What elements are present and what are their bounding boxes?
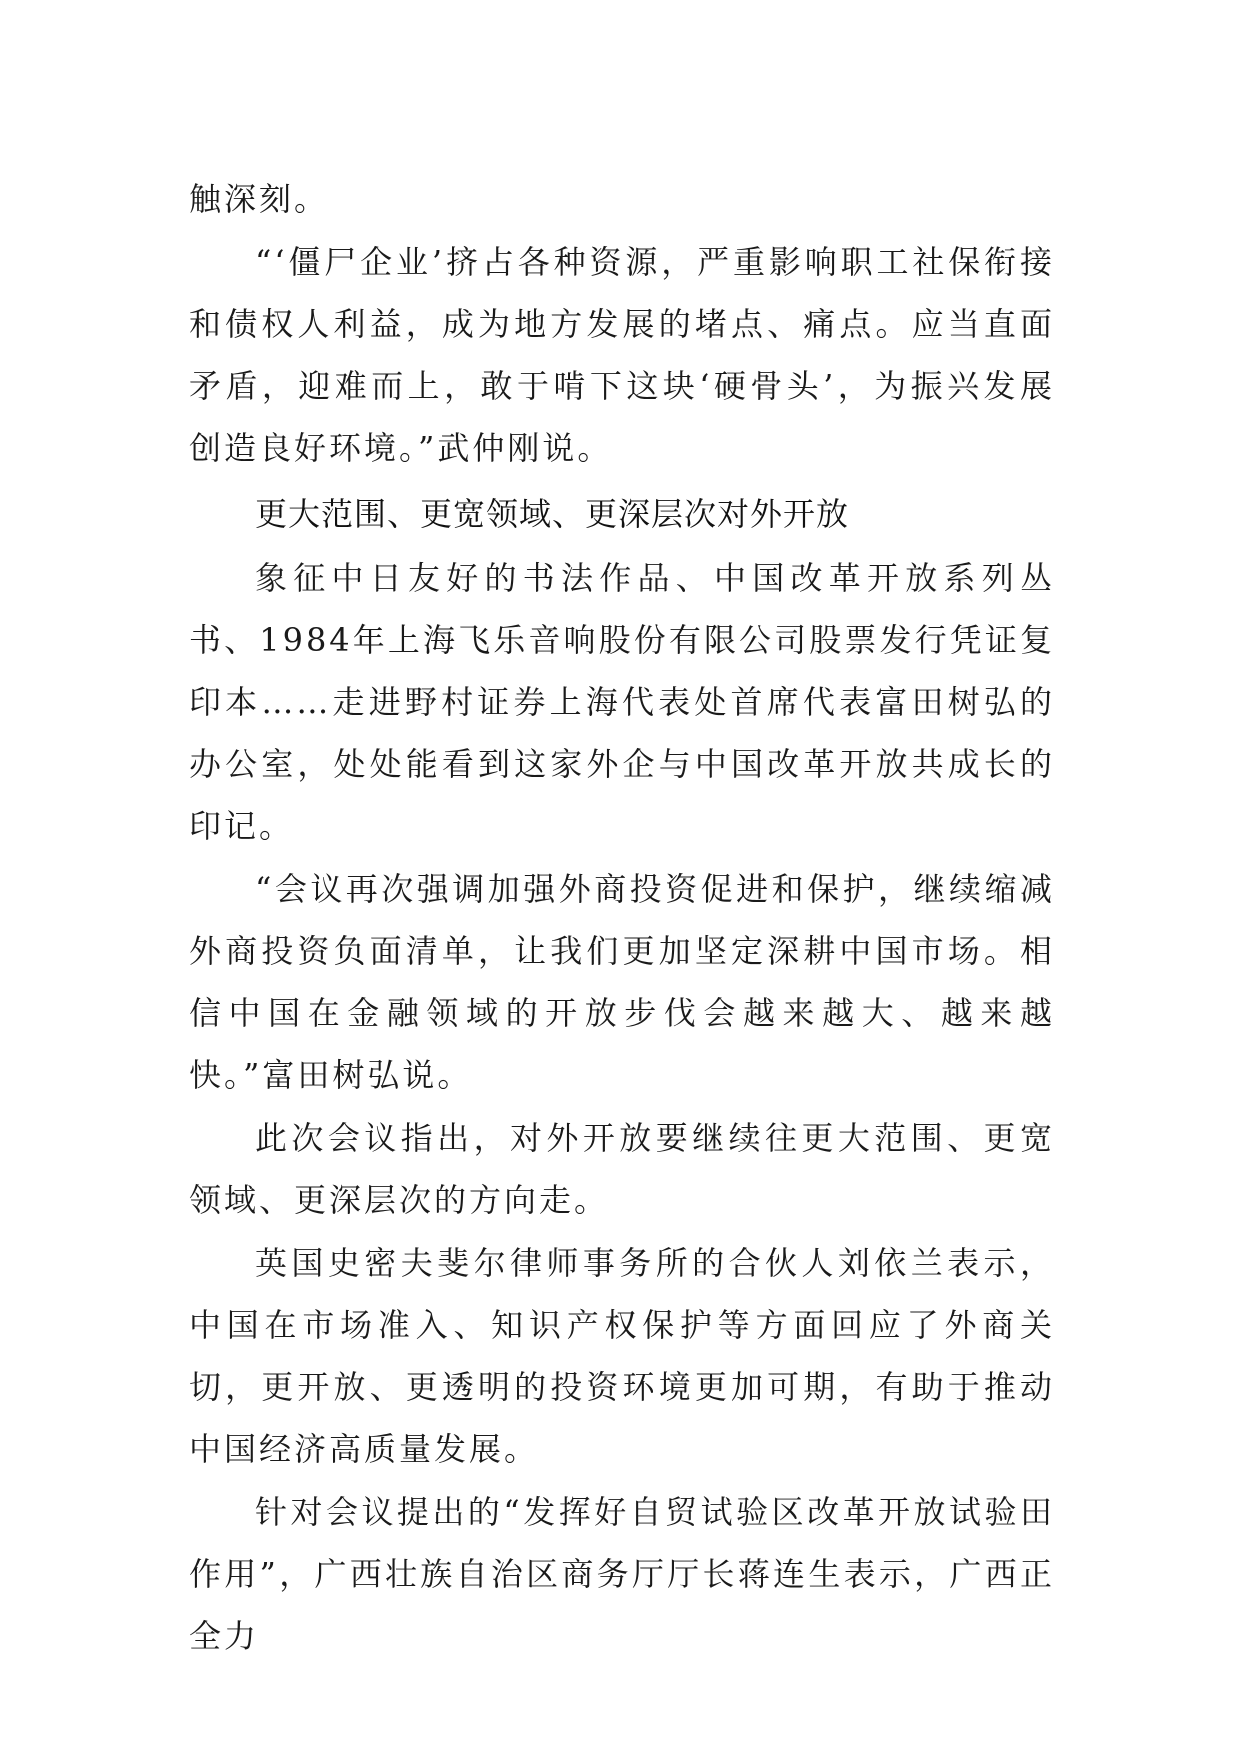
paragraph-continuation: 触深刻。: [189, 180, 330, 218]
paragraph-quote-liu: 英国史密夫斐尔律师事务所的合伙人刘依兰表示，中国在市场准入、知识产权保护等方面回应了外商关切，更开放、更透明的投资环境更加可期，有助于推动中国经济高质量发展。: [189, 1244, 1055, 1468]
paragraph-quote-tomita: “会议再次强调加强外商投资促进和保护，继续缩减外商投资负面清单，让我们更加坚定深耕中国市场。相信中国在金融领域的开放步伐会越来越大、越来越快。”富田树弘说。: [189, 870, 1055, 1094]
paragraph-meeting-points: 此次会议指出，对外开放要继续往更大范围、更宽领域、更深层次的方向走。: [189, 1119, 1055, 1219]
section-heading: 更大范围、更宽领域、更深层次对外开放: [255, 495, 850, 533]
paragraph-nomura-office: 象征中日友好的书法作品、中国改革开放系列丛书、1984年上海飞乐音响股份有限公司股票发行凭证复印本……走进野村证券上海代表处首席代表富田树弘的办公室，处处能看到这家外企与中国改革开放共成长的印记。: [189, 559, 1055, 845]
article-body: [189, 168, 1055, 1668]
paragraph-quote-wu: “‘僵尸企业’挤占各种资源，严重影响职工社保衔接和债权人利益，成为地方发展的堵点、痛点。应当直面矛盾，迎难而上，敢于啃下这块‘硬骨头’，为振兴发展创造良好环境。”武仲刚说。: [189, 243, 1055, 467]
paragraph-guangxi: 针对会议提出的“发挥好自贸试验区改革开放试验田作用”，广西壮族自治区商务厅厅长蒋连生表示，广西正全力: [189, 1493, 1055, 1655]
